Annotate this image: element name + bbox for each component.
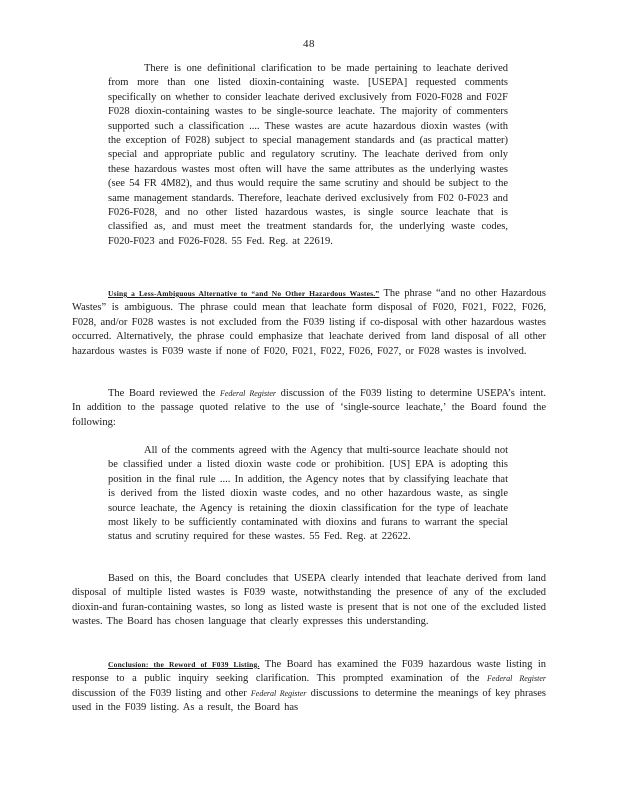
section-heading-ambiguous: Using a Less-Ambiguous Alternative to “and No Other Hazardous Wastes.” <box>108 289 380 298</box>
board-conclusion-paragraph: Based on this, the Board concludes that USEPA clearly intended that leachate derived from land disposal of multiple listed wastes is F039 waste, notwithstanding the presence of any of the excluded dioxin-and furan-containing wastes, so long as listed waste is present that is not one of the excluded listed wastes. The Board has chosen language that clearly expresses this understanding. <box>72 573 546 628</box>
federal-register-citation-1: Federal Register <box>487 674 546 684</box>
block-quote-2: All of the comments agreed with the Agency that multi-source leachate should not be classified under a listed dioxin waste code or prohibition. [US] EPA is adopting this position in the final rule .... In addition, the Agency notes that by classifying leachate that is derived from the listed dioxin waste codes, and no other hazardous waste, as single source leachate, the Agency is retaining the dioxin classification for the type of leachate most likely to be sufficiently contaminated with dioxins and furans to warrant the special status and scrutiny required for these wastes. 55 Fed. Reg. at 22622. <box>108 445 508 543</box>
federal-register-citation: Federal Register <box>219 389 276 398</box>
conclusion-text-2: discussion of the F039 listing and other <box>72 687 251 699</box>
federal-register-citation-2: Federal Register <box>250 688 307 698</box>
block-quote-1: There is one definitional clarification to be made pertaining to leachate derived from more than one listed dioxin-containing waste. [USEPA] requested comments specifically on whether to consider leachate derived exclusively from F020-F028 and F02F F028 dioxin-containing wastes to be single-source leachate. The majority of commenters supported such a classification .... These wastes are acute hazardous dioxin wastes (with the exception of F028) subject to special management standards and (as practical matter) special and appropriate public and regulatory scrutiny. The leachate derived from only these hazardous wastes most often will have the same attributes as the underlying wastes (see 54 FR 4M82), and thus would require the same scrutiny and should be subject to the same management standards. Therefore, leachate derived exclusively from F02 0-F023 and F026-F028, and no other listed hazardous wastes, is single source leachate that is classified as, and must meet the treatment standards for, the underlying waste codes, F020-F023 and F026-F028. 55 Fed. Reg. at 22619. <box>108 63 508 247</box>
section-ambiguous-paragraph <box>72 287 546 359</box>
section-ambiguous-text: The phrase “and no other Hazardous Wastes” is ambiguous. The phrase could mean that leachate form disposal of F020, F021, F022, F026, F028, and/or F028 wastes is not excluded from the F039 listing if co-disposal with other hazardous wastes occurred. Alternatively, the phrase could emphasize that leachate derived from land disposal of all other hazardous wastes is F039 waste if none of F020, F021, F022, F026, F027, or F028 wastes is involved. <box>72 288 546 357</box>
board-review-text-end: discussion of the F039 listing to determine USEPA’s intent. In addition to the passage quoted relative to the use of ‘single-source leachate,’ the Board found the following: <box>72 388 546 428</box>
conclusion-text-3: discussions to determine the meanings of key phrases used in the F039 listing. As a result, the Board has <box>72 687 547 714</box>
conclusion-text-1: The Board has examined the F039 hazardous waste listing in response to a public inquiry seeking clarification. This prompted examination of the <box>72 659 547 685</box>
conclusion-paragraph <box>72 658 546 716</box>
conclusion-heading: Conclusion: the Reword of F039 Listing. <box>108 660 260 669</box>
board-review-paragraph <box>72 387 546 430</box>
page-number: 48 <box>303 38 315 50</box>
board-review-text-start: The Board reviewed the <box>108 388 220 399</box>
